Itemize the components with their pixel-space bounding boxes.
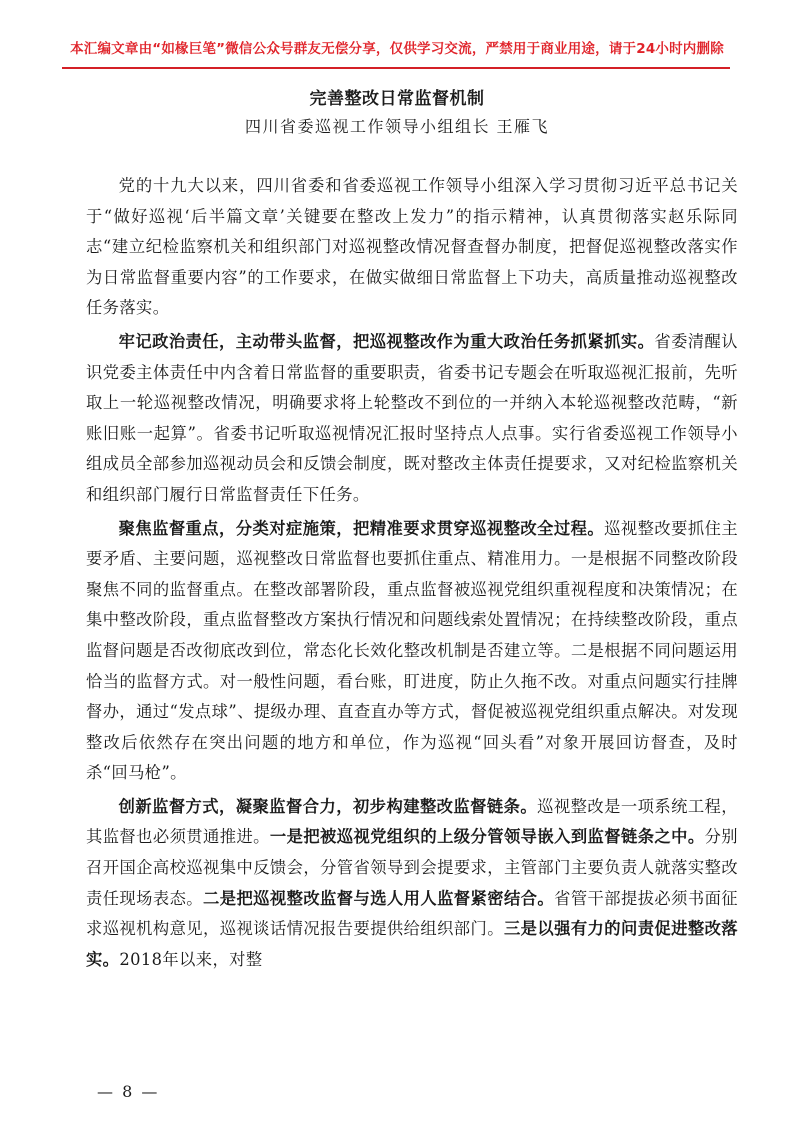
paragraph-innovate-supervision: [86, 792, 738, 976]
article-author: 四川省委巡视工作领导小组组长 王雁飞: [244, 117, 550, 136]
paragraph-text: 省委清醒认识党委主体责任中内含着日常监督的重要职责，省委书记专题会在听取巡视汇报前，先听取上一轮巡视整改情况，明确要求将上轮整改不到位的一并纳入本轮巡视整改范畴，“新账旧账一起算”。省委书记听取巡视情况汇报时坚持点人点事。实行省委巡视工作领导小组成员全部参加巡视动员会和反馈会制度，既对整改主体责任提要求，又对纪检监察机关和组织部门履行日常监督责任下任务。: [86, 331, 738, 504]
page-number: — 8 —: [97, 1082, 160, 1101]
paragraph-text: 巡视整改要抓住主要矛盾、主要问题，巡视整改日常监督也要抓住重点、精准用力。一是根据不同整改阶段聚焦不同的监督重点。在整改部署阶段，重点监督被巡视党组织重视程度和决策情况；在集中整改阶段，重点监督整改方案执行情况和问题线索处置情况；在持续整改阶段，重点监督问题是否改彻底改到位，常态化长效化整改机制是否建立等。二是根据不同问题运用恰当的监督方式。对一般性问题，看台账，盯进度，防止久拖不改。对重点问题实行挂牌督办，通过“发点球”、提级办理、直查直办等方式，督促被巡视党组织重点解决。对发现整改后依然存在突出问题的地方和单位，作为巡视“回头看”对象开展回访督查，及时杀“回马枪”。: [86, 518, 739, 783]
paragraph-focus-supervision: [86, 514, 738, 789]
paragraph-text: 巡视整改是一项系统工程，其监督也必须贯通推进。: [86, 796, 738, 847]
paragraph-intro: [86, 171, 738, 324]
point-three: 三是以强有力的问责促进整改落实。: [86, 919, 738, 969]
paragraph-lead: 聚焦监督重点，分类对症施策，把精准要求贯穿巡视整改全过程。: [118, 518, 605, 538]
paragraph-political-responsibility: [86, 327, 738, 511]
paragraph-lead: 创新监督方式，凝聚监督合力，初步构建整改监督链条。: [118, 796, 538, 816]
paragraph-text: 2018年以来，对整: [119, 949, 263, 969]
paragraph-text: 省管干部提拔必须书面征求巡视机构意见，巡视谈话情况报告要提供给组织部门。: [86, 888, 738, 939]
point-two: 二是把巡视整改监督与选人用人监督紧密结合。: [203, 888, 555, 908]
copyright-banner: 本汇编文章由“如椽巨笔”微信公众号群友无偿分享，仅供学习交流，严禁用于商业用途，请于24小时内删除: [70, 41, 724, 57]
paragraph-lead: 牢记政治责任，主动带头监督，把巡视整改作为重大政治任务抓紧抓实。: [118, 331, 655, 351]
paragraph-text: 党的十九大以来，四川省委和省委巡视工作领导小组深入学习贯彻习近平总书记关于“做好巡视‘后半篇文章’关键要在整改上发力”的指示精神，认真贯彻落实赵乐际同志“建立纪检监察机关和组织部门对巡视整改情况督查督办制度，把督促巡视整改落实作为日常监督重要内容”的工作要求，在做实做细日常监督上下功夫，高质量推动巡视整改任务落实。: [86, 176, 738, 318]
header-rule: [62, 67, 730, 69]
article-body: [86, 171, 738, 978]
point-one: 一是把被巡视党组织的上级分管领导嵌入到监督链条之中。: [269, 827, 705, 847]
paragraph-text: 分别召开国企高校巡视集中反馈会，分管省领导到会提要求，主管部门主要负责人就落实整改责任现场表态。: [86, 827, 738, 908]
article-title: 完善整改日常监督机制: [309, 89, 485, 109]
